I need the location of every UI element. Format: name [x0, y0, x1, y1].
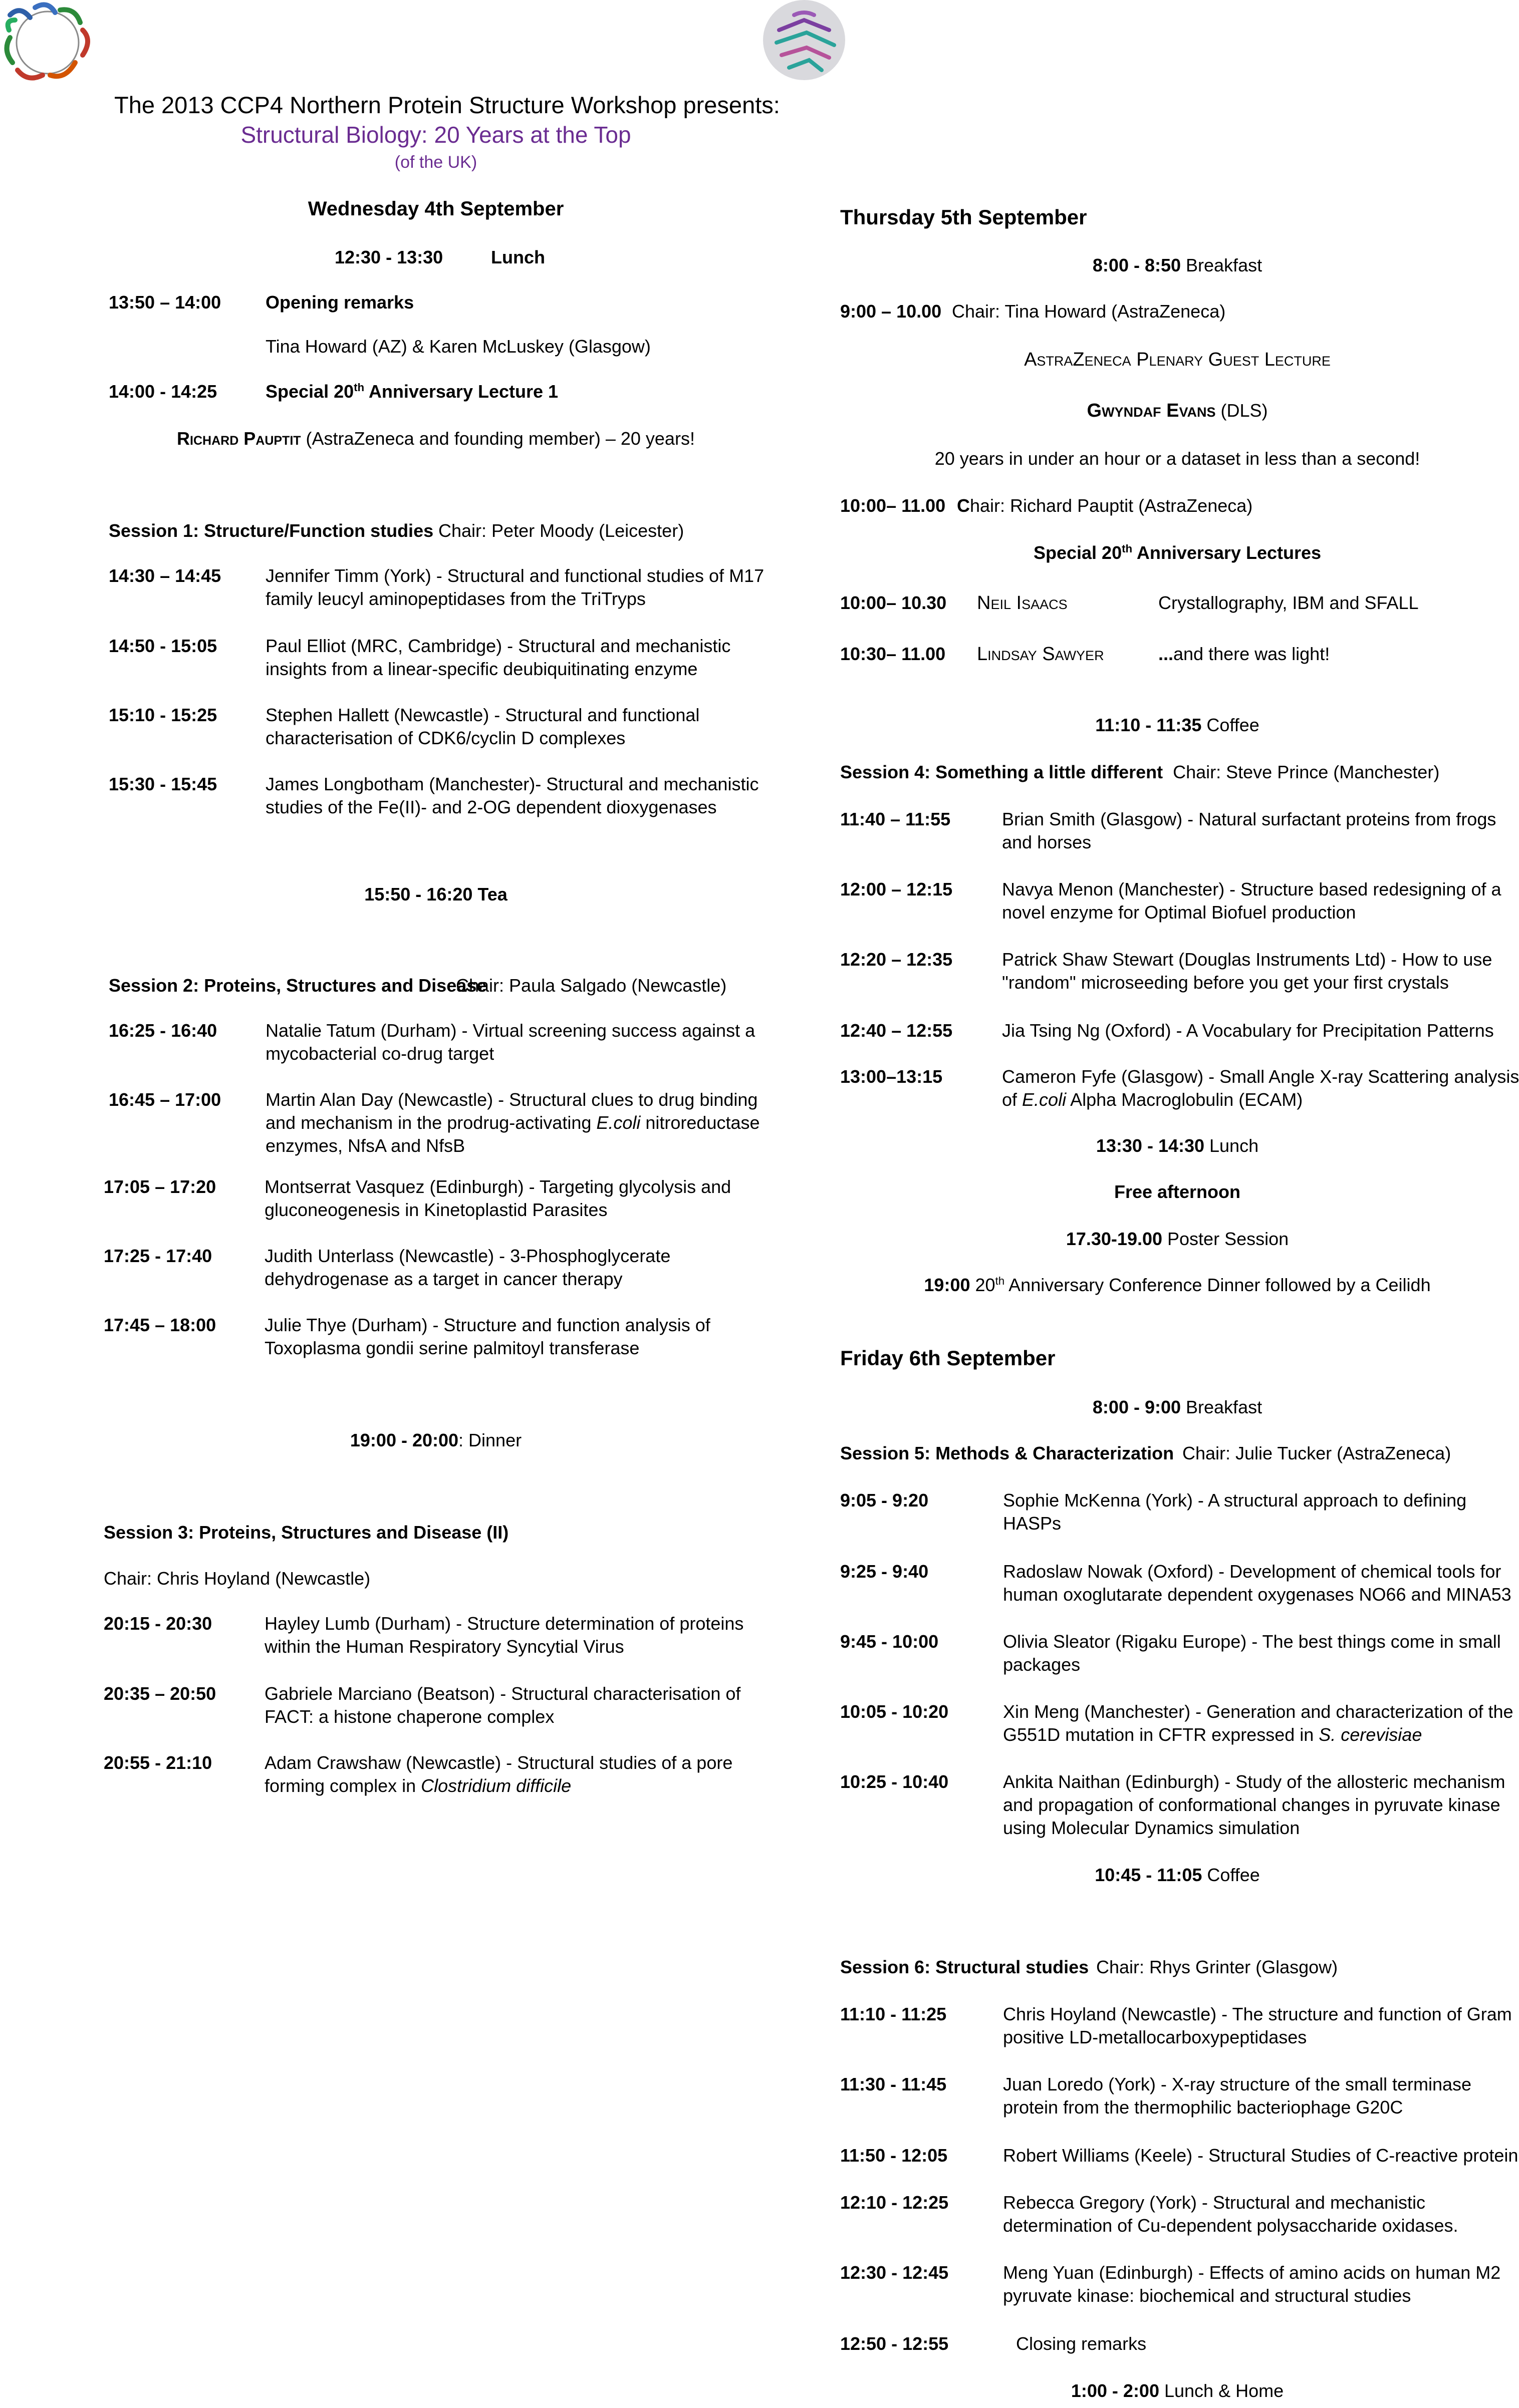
thursday-breakfast: 8:00 - 8:50 Breakfast	[1092, 255, 1262, 275]
session2-talk3-line1: Montserrat Vasquez (Edinburgh) - Targeting glycolysis and	[265, 1176, 731, 1197]
thursday-block2-chair: Chair: Richard Pauptit (AstraZeneca)	[957, 495, 1253, 516]
session2-talk1-line2: mycobacterial co-drug target	[266, 1043, 494, 1064]
wednesday-heading: Wednesday 4th September	[308, 198, 564, 220]
session3-talk3-line1: Adam Crawshaw (Newcastle) - Structural studies of a pore	[265, 1752, 733, 1773]
free-afternoon: Free afternoon	[1114, 1181, 1241, 1202]
session6-talk2-line1: Juan Loredo (York) - X-ray structure of the small terminase	[1003, 2074, 1472, 2094]
session1-talk2-line1: Paul Elliot (MRC, Cambridge) - Structural and mechanistic	[266, 636, 731, 656]
closing-label: Closing remarks	[1016, 2333, 1147, 2354]
session3-talk1-line1: Hayley Lumb (Durham) - Structure determination of proteins	[265, 1613, 744, 1634]
session6-chair: Chair: Rhys Grinter (Glasgow)	[1096, 1957, 1338, 1977]
session5-talk2-line1: Radoslaw Nowak (Oxford) - Development of chemical tools for	[1003, 1561, 1501, 1582]
session2-talk1-line1: Natalie Tatum (Durham) - Virtual screening success against a	[266, 1020, 755, 1041]
closing-time: 12:50 - 12:55	[840, 2333, 949, 2354]
session5-talk4-time: 10:05 - 10:20	[840, 1701, 949, 1722]
subtitle-note: (of the UK)	[394, 153, 477, 172]
session1-talk4-line2: studies of the Fe(II)- and 2-OG dependent dioxygenases	[266, 797, 717, 817]
session3-talk1-line2: within the Human Respiratory Syncytial Virus	[265, 1636, 624, 1657]
session4-talk3-line2: "random" microseeding before you get your first crystals	[1002, 972, 1449, 993]
session2-talk4-line1: Judith Unterlass (Newcastle) - 3-Phosphoglycerate	[265, 1246, 671, 1266]
session4-talk2-line2: novel enzyme for Optimal Biofuel production	[1002, 902, 1356, 923]
final-lunch: 1:00 - 2:00 Lunch & Home	[1071, 2380, 1284, 2401]
session2-talk5-line2: Toxoplasma gondii serine palmitoyl transferase	[265, 1338, 640, 1358]
session3-talk2-line1: Gabriele Marciano (Beatson) - Structural characterisation of	[265, 1683, 741, 1704]
friday-heading: Friday 6th September	[840, 1346, 1056, 1370]
session2-talk1-time: 16:25 - 16:40	[109, 1020, 217, 1041]
conference-dinner: 19:00 20th Anniversary Conference Dinner followed by a Ceilidh	[924, 1275, 1431, 1295]
protein-structure-logo	[759, 0, 849, 85]
thursday-heading: Thursday 5th September	[840, 205, 1087, 229]
session6-talk4-time: 12:10 - 12:25	[840, 2192, 949, 2213]
session6-talk4-line1: Rebecca Gregory (York) - Structural and mechanistic	[1003, 2192, 1426, 2213]
session1-talk1-line2: family leucyl aminopeptidases from the TriTryps	[266, 588, 646, 609]
session6-talk3-line1: Robert Williams (Keele) - Structural Studies of C-reactive protein	[1003, 2145, 1518, 2166]
thursday-block1-time: 9:00 – 10.00	[840, 301, 942, 322]
session2-talk5-line1: Julie Thye (Durham) - Structure and function analysis of	[265, 1315, 710, 1335]
session6-talk1-time: 11:10 - 11:25	[840, 2004, 947, 2024]
session5-talk3-time: 9:45 - 10:00	[840, 1631, 939, 1652]
session3-talk2-time: 20:35 – 20:50	[104, 1683, 216, 1704]
session3-chair: Chair: Chris Hoyland (Newcastle)	[104, 1568, 371, 1589]
session2-title: Session 2: Proteins, Structures and Disease	[109, 975, 487, 996]
poster-session: 17.30-19.00 Poster Session	[1066, 1229, 1289, 1249]
session3-talk3-line2: forming complex in Clostridium difficile	[265, 1775, 572, 1796]
session1-talk1-time: 14:30 – 14:45	[109, 565, 221, 586]
thursday-coffee: 11:10 - 11:35 Coffee	[1095, 715, 1259, 735]
anniv-lecture1-title: Crystallography, IBM and SFALL	[1158, 592, 1419, 613]
session1-chair: Chair: Peter Moody (Leicester)	[438, 520, 684, 541]
session5-talk4-line1: Xin Meng (Manchester) - Generation and characterization of the	[1003, 1701, 1513, 1722]
plenary-talk-title: 20 years in under an hour or a dataset in less than a second!	[934, 448, 1420, 469]
session6-talk5-line2: pyruvate kinase: biochemical and structural studies	[1003, 2285, 1411, 2306]
page-title: The 2013 CCP4 Northern Protein Structure Workshop presents:	[114, 92, 780, 118]
session5-talk5-line2: and propagation of conformational changes in pyruvate kinase	[1003, 1794, 1500, 1815]
session5-talk3-line2: packages	[1003, 1654, 1081, 1675]
session3-talk1-time: 20:15 - 20:30	[104, 1613, 212, 1634]
session5-talk1-line2: HASPs	[1003, 1513, 1062, 1534]
session2-talk5-time: 17:45 – 18:00	[104, 1315, 216, 1335]
session4-talk4-line1: Jia Tsing Ng (Oxford) - A Vocabulary for Precipitation Patterns	[1002, 1020, 1494, 1041]
session5-talk5-time: 10:25 - 10:40	[840, 1771, 949, 1792]
session1-talk3-line2: characterisation of CDK6/cyclin D complexes	[266, 728, 626, 748]
session2-talk2-time: 16:45 – 17:00	[109, 1089, 221, 1110]
anniv-lectures-heading: Special 20th Anniversary Lectures	[1033, 542, 1322, 563]
session6-talk2-time: 11:30 - 11:45	[840, 2074, 947, 2094]
page-subtitle: Structural Biology: 20 Years at the Top	[240, 122, 631, 148]
session2-talk3-line2: gluconeogenesis in Kinetoplastid Parasites	[265, 1199, 608, 1220]
anniv-lecture1-time: 10:00– 10.30	[840, 592, 947, 613]
session5-title: Session 5: Methods & Characterization	[840, 1443, 1174, 1463]
session3-talk3-time: 20:55 - 21:10	[104, 1752, 212, 1773]
anniv-lecture-time: 14:00 - 14:25	[109, 381, 217, 402]
session4-talk3-line1: Patrick Shaw Stewart (Douglas Instruments Ltd) - How to use	[1002, 949, 1492, 970]
session4-talk5-time: 13:00–13:15	[840, 1066, 943, 1087]
session2-talk2-line1: Martin Alan Day (Newcastle) - Structural clues to drug binding	[266, 1089, 758, 1110]
session6-talk2-line2: protein from the thermophilic bacteriophage G20C	[1003, 2097, 1403, 2118]
session1-title: Session 1: Structure/Function studies	[109, 520, 434, 541]
session2-talk4-time: 17:25 - 17:40	[104, 1246, 212, 1266]
session6-talk4-line2: determination of Cu-dependent polysaccharide oxidases.	[1003, 2215, 1458, 2236]
session3-title: Session 3: Proteins, Structures and Disease (II)	[104, 1522, 509, 1543]
session1-talk3-time: 15:10 - 15:25	[109, 705, 217, 725]
plenary-lecture-title: AstraZeneca Plenary Guest Lecture	[1024, 349, 1331, 370]
session4-talk5-line1: Cameron Fyfe (Glasgow) - Small Angle X-ray Scattering analysis	[1002, 1066, 1519, 1087]
session4-heading: Session 4: Something a little different Chair: Steve Prince (Manchester)	[840, 762, 1440, 782]
session5-talk1-time: 9:05 - 9:20	[840, 1490, 929, 1511]
session1-talk1-line1: Jennifer Timm (York) - Structural and functional studies of M17	[266, 565, 765, 586]
session4-talk3-time: 12:20 – 12:35	[840, 949, 953, 970]
session5-talk1-line1: Sophie McKenna (York) - A structural approach to defining	[1003, 1490, 1467, 1511]
anniv-lecture2-title: ...and there was light!	[1158, 644, 1330, 664]
session4-talk1-time: 11:40 – 11:55	[840, 809, 951, 829]
session6-talk1-line2: positive LD-metallocarboxypeptidases	[1003, 2027, 1307, 2047]
session4-talk5-line2: of E.coli Alpha Macroglobulin (ECAM)	[1002, 1089, 1303, 1110]
lunch-label: Lunch	[491, 247, 545, 267]
thursday-block1-chair: Chair: Tina Howard (AstraZeneca)	[952, 301, 1226, 322]
session5-talk4-line2: G551D mutation in CFTR expressed in S. cerevisiae	[1003, 1724, 1422, 1745]
session2-talk2-line2: and mechanism in the prodrug-activating E.coli nitroreductase	[266, 1112, 760, 1133]
opening-people: Tina Howard (AZ) & Karen McLuskey (Glasgow)	[266, 336, 651, 357]
session1-talk3-line1: Stephen Hallett (Newcastle) - Structural and functional	[266, 705, 700, 725]
thursday-block2-time: 10:00– 11.00	[840, 495, 946, 516]
session3-talk2-line2: FACT: a histone chaperone complex	[265, 1706, 555, 1727]
tea-break: 15:50 - 16:20 Tea	[364, 884, 508, 905]
session5-talk2-line2: human oxoglutarate dependent oxygenases NO66 and MINA53	[1003, 1584, 1511, 1605]
session6-talk5-time: 12:30 - 12:45	[840, 2262, 949, 2283]
anniv-lecture2-speaker: Lindsay Sawyer	[977, 644, 1104, 665]
session2-talk2-line3: enzymes, NfsA and NfsB	[266, 1135, 465, 1156]
session2-chair: Chair: Paula Salgado (Newcastle)	[456, 975, 727, 996]
session1-talk4-time: 15:30 - 15:45	[109, 774, 217, 794]
session4-talk1-line1: Brian Smith (Glasgow) - Natural surfactant proteins from frogs	[1002, 809, 1496, 829]
session5-talk3-line1: Olivia Sleator (Rigaku Europe) - The best things come in small	[1003, 1631, 1501, 1652]
friday-coffee: 10:45 - 11:05 Coffee	[1095, 1865, 1260, 1885]
lunch-time: 12:30 - 13:30	[335, 247, 443, 267]
session4-talk1-line2: and horses	[1002, 832, 1092, 852]
session5-chair: Chair: Julie Tucker (AstraZeneca)	[1182, 1443, 1451, 1463]
session5-talk2-time: 9:25 - 9:40	[840, 1561, 929, 1582]
session5-talk5-line1: Ankita Naithan (Edinburgh) - Study of the allosteric mechanism	[1003, 1771, 1505, 1792]
session6-talk1-line1: Chris Hoyland (Newcastle) - The structure and function of Gram	[1003, 2004, 1512, 2024]
anniv-lecture2-time: 10:30– 11.00	[840, 644, 946, 664]
session1-talk2-time: 14:50 - 15:05	[109, 636, 217, 656]
session2-talk3-time: 17:05 – 17:20	[104, 1176, 216, 1197]
thursday-lunch: 13:30 - 14:30 Lunch	[1096, 1135, 1259, 1156]
workshop-logo-left	[0, 0, 100, 90]
anniv-lecture-label: Special 20th Anniversary Lecture 1	[266, 381, 559, 402]
session1-talk4-line1: James Longbotham (Manchester)- Structural and mechanistic	[266, 774, 759, 794]
anniv-lecture1-speaker: Neil Isaacs	[977, 592, 1068, 614]
session6-talk5-line1: Meng Yuan (Edinburgh) - Effects of amino acids on human M2	[1003, 2262, 1501, 2283]
session6-title: Session 6: Structural studies	[840, 1957, 1089, 1977]
session1-talk2-line2: insights from a linear-specific deubiquitinating enzyme	[266, 659, 698, 679]
session6-talk3-time: 11:50 - 12:05	[840, 2145, 948, 2166]
anniv-speaker: Richard Pauptit (AstraZeneca and founding member) – 20 years!	[177, 428, 695, 449]
friday-breakfast: 8:00 - 9:00 Breakfast	[1092, 1397, 1262, 1417]
opening-time: 13:50 – 14:00	[109, 292, 221, 313]
session4-talk2-time: 12:00 – 12:15	[840, 879, 953, 899]
opening-label: Opening remarks	[266, 292, 414, 313]
session5-talk5-line3: using Molecular Dynamics simulation	[1003, 1818, 1300, 1838]
session2-talk4-line2: dehydrogenase as a target in cancer therapy	[265, 1269, 623, 1289]
plenary-speaker: Gwyndaf Evans (DLS)	[1087, 400, 1268, 421]
dinner: 19:00 - 20:00: Dinner	[350, 1430, 522, 1450]
session4-talk4-time: 12:40 – 12:55	[840, 1020, 953, 1041]
session4-talk2-line1: Navya Menon (Manchester) - Structure based redesigning of a	[1002, 879, 1501, 899]
